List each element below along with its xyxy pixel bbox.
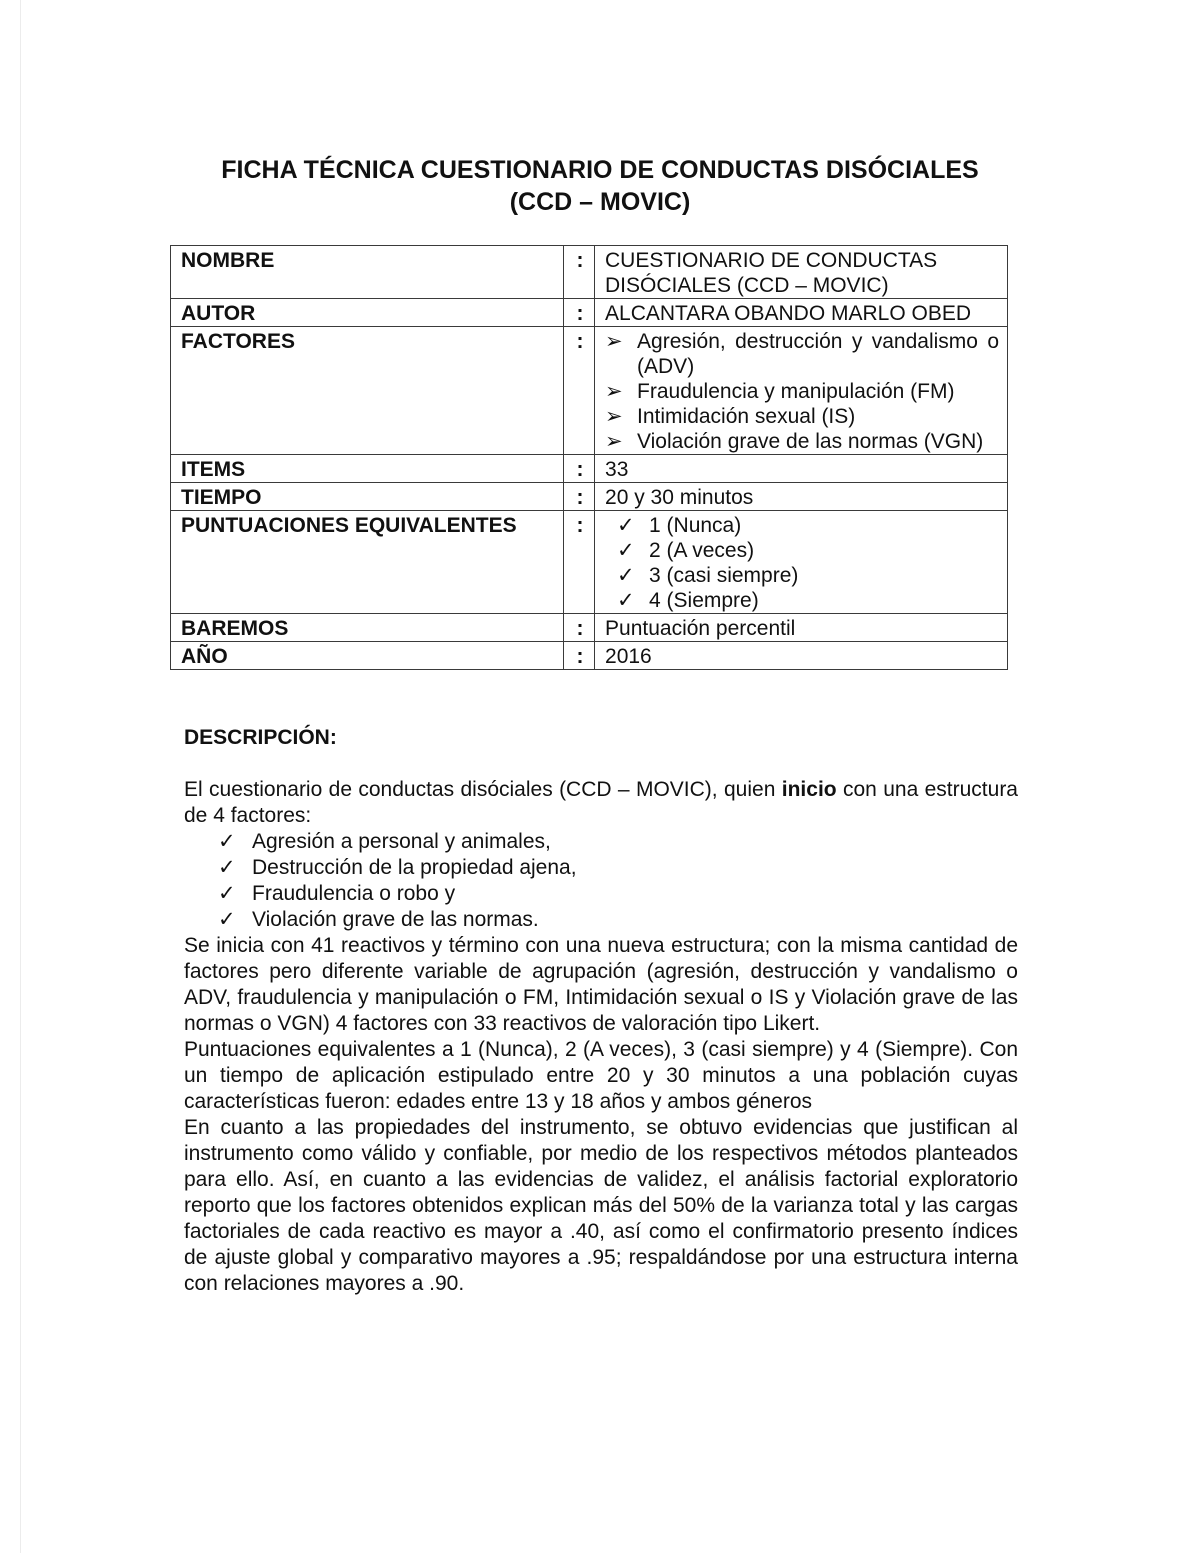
factor-text: Agresión a personal y animales,: [252, 830, 551, 853]
check-bullet-icon: ✓: [218, 856, 236, 879]
factores-label: FACTORES: [171, 327, 564, 455]
check-bullet-icon: ✓: [617, 589, 635, 612]
check-bullet-icon: ✓: [617, 564, 635, 587]
separator: :: [563, 642, 594, 670]
separator: :: [563, 299, 594, 327]
row-items: [171, 455, 1008, 483]
list-item: [184, 907, 1018, 933]
descripcion-paragraph-2: Puntuaciones equivalentes a 1 (Nunca), 2 (A veces), 3 (casi siempre) y 4 (Siempre). Con un tiempo de aplicación estipulado entre 20 y 30 minutos a una población cuyas características fueron: edades entre 13 y 18 años y ambos géneros: [184, 1038, 1018, 1113]
list-item: [184, 855, 1018, 881]
arrow-bullet-icon: ➢: [605, 380, 623, 403]
list-item: [605, 513, 999, 538]
title-line-1: FICHA TÉCNICA CUESTIONARIO DE CONDUCTAS DISÓCIALES: [221, 156, 979, 184]
puntuacion-text: 1 (Nunca): [649, 514, 742, 537]
baremos-label: BAREMOS: [171, 614, 564, 642]
list-item: [605, 379, 999, 404]
factores-list: [605, 329, 999, 454]
autor-label: AUTOR: [171, 299, 564, 327]
puntuaciones-label: PUNTUACIONES EQUIVALENTES: [171, 511, 564, 614]
list-item: [605, 563, 999, 588]
factor-text: Violación grave de las normas.: [252, 908, 539, 931]
list-item: [184, 881, 1018, 907]
descripcion-section: [184, 725, 1018, 1297]
row-baremos: [171, 614, 1008, 642]
list-item: [605, 429, 999, 454]
items-value: 33: [595, 455, 1008, 483]
separator: :: [563, 483, 594, 511]
list-item: [184, 829, 1018, 855]
factor-text: Agresión, destrucción y vandalismo o (ADV): [637, 330, 999, 378]
separator: :: [563, 327, 594, 455]
row-nombre: [171, 246, 1008, 299]
intro-text-end: con una estructura de 4 factores:: [184, 778, 1018, 827]
descripcion-intro: [184, 777, 1018, 829]
nombre-value: CUESTIONARIO DE CONDUCTAS DISÓCIALES (CCD – MOVIC): [595, 246, 1008, 299]
factor-text: Fraudulencia o robo y: [252, 882, 456, 905]
row-factores: [171, 327, 1008, 455]
puntuaciones-value: [595, 511, 1008, 614]
anio-value: 2016: [595, 642, 1008, 670]
document-title: [0, 154, 1200, 218]
row-anio: [171, 642, 1008, 670]
separator: :: [563, 455, 594, 483]
anio-label: AÑO: [171, 642, 564, 670]
nombre-label: NOMBRE: [171, 246, 564, 299]
puntuacion-text: 3 (casi siempre): [649, 564, 799, 587]
factor-text: Violación grave de las normas (VGN): [637, 430, 984, 453]
check-bullet-icon: ✓: [218, 882, 236, 905]
factores-value: [595, 327, 1008, 455]
tiempo-label: TIEMPO: [171, 483, 564, 511]
title-line-2: (CCD – MOVIC): [509, 188, 691, 216]
factor-text: Destrucción de la propiedad ajena,: [252, 856, 577, 879]
autor-value: ALCANTARA OBANDO MARLO OBED: [595, 299, 1008, 327]
arrow-bullet-icon: ➢: [605, 430, 623, 453]
factor-text: Intimidación sexual (IS): [637, 405, 856, 428]
list-item: [605, 588, 999, 613]
intro-text: El cuestionario de conductas disóciales (CCD – MOVIC), quien: [184, 778, 782, 801]
separator: :: [563, 511, 594, 614]
intro-bold-word: inicio: [781, 778, 837, 801]
descripcion-paragraph-1: Se inicia con 41 reactivos y término con una nueva estructura; con la misma cantidad de factores pero diferente variable de agrupación (agresión, destrucción y vandalismo o ADV, fraudulencia y manipulación o FM, Intimidación sexual o IS y Violación grave de las normas o VGN) 4 factores con 33 reactivos de valoración tipo Likert.: [184, 934, 1018, 1035]
list-item: [605, 404, 999, 429]
row-tiempo: [171, 483, 1008, 511]
puntuacion-text: 4 (Siempre): [649, 589, 759, 612]
check-bullet-icon: ✓: [617, 514, 635, 537]
baremos-value: Puntuación percentil: [595, 614, 1008, 642]
row-puntuaciones: [171, 511, 1008, 614]
page-edge-line: [20, 0, 21, 1553]
descripcion-heading: DESCRIPCIÓN:: [184, 726, 337, 749]
tiempo-value: 20 y 30 minutos: [595, 483, 1008, 511]
list-item: [605, 329, 999, 379]
items-label: ITEMS: [171, 455, 564, 483]
list-item: [605, 538, 999, 563]
separator: :: [563, 246, 594, 299]
check-bullet-icon: ✓: [218, 908, 236, 931]
separator: :: [563, 614, 594, 642]
arrow-bullet-icon: ➢: [605, 330, 623, 353]
descripcion-factores-list: [184, 829, 1018, 933]
check-bullet-icon: ✓: [617, 539, 635, 562]
puntuaciones-list: [605, 513, 999, 613]
ficha-tecnica-table: [170, 245, 1008, 670]
check-bullet-icon: ✓: [218, 830, 236, 853]
factor-text: Fraudulencia y manipulación (FM): [637, 380, 955, 403]
row-autor: [171, 299, 1008, 327]
puntuacion-text: 2 (A veces): [649, 539, 755, 562]
descripcion-paragraph-3: En cuanto a las propiedades del instrumento, se obtuvo evidencias que justifican al instrumento como válido y confiable, por medio de los respectivos métodos planteados para ello. Así, en cuanto a las evidencias de validez, el análisis factorial exploratorio reporto que los factores obtenidos explican más del 50% de la varianza total y las cargas factoriales de cada reactivo es mayor a .40, así como el confirmatorio presento índices de ajuste global y comparativo mayores a .95; respaldándose por una estructura interna con relaciones mayores a .90.: [184, 1116, 1018, 1295]
arrow-bullet-icon: ➢: [605, 405, 623, 428]
